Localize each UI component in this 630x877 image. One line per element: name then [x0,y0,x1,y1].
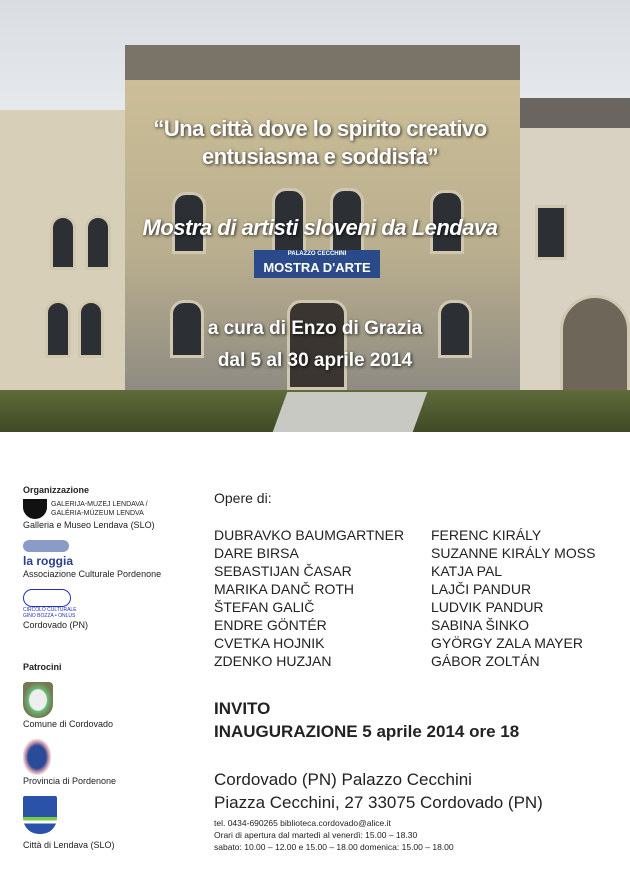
artist-name: GYÖRGY ZALA MAYER [431,635,583,651]
artist-name: FERENC KIRÁLY [431,527,542,543]
address-line-2: Piazza Cecchini, 27 33075 Cordovado (PN) [214,793,543,812]
patron-caption: Provincia di Pordenone [23,776,117,786]
invite-title: INVITO [214,699,271,718]
address-line-1: Cordovado (PN) Palazzo Cecchini [214,770,472,789]
curator-dates [150,313,480,377]
artists-column-2 [431,526,630,670]
curator: a cura di Enzo di Grazia [207,318,423,339]
works-label: Opere di: [214,490,272,506]
gino-bozza-logo-icon [23,589,71,607]
org-galerija [23,499,203,530]
pordenone-crest-icon [23,739,51,775]
artist-name: DARE BIRSA [214,545,299,561]
org-caption: Cordovado (PN) [23,620,89,630]
artist-name: LAJČI PANDUR [431,581,532,597]
dates: dal 5 al 30 aprile 2014 [217,350,413,371]
facade-roof [125,45,520,80]
invitation [214,697,519,743]
artist-name: CVETKA HOJNIK [214,635,325,651]
org-gino-bozza [23,589,203,630]
patron-caption: Comune di Cordovado [23,719,114,729]
quote: “Una città dove lo spirito creativo entusiasma e soddisfa” [153,116,487,169]
banner-small-text: PALAZZO CECCHINI [287,251,347,257]
contact-phone-email: tel. 0434-690265 biblioteca.cordovado@alice.it [214,818,391,828]
artist-name: GÁBOR ZOLTÁN [431,653,540,669]
patron-lendava [23,796,203,850]
artist-name: SEBASTIJAN ČASAR [214,563,352,579]
artist-name: KATJA PAL [431,563,503,579]
artist-name: ENDRE GÖNTÉR [214,617,327,633]
artists-column-1 [214,526,431,670]
org-caption: Associazione Culturale Pordenone [23,569,162,579]
banner-text: MOSTRA D'ARTE [263,260,371,275]
patrons-heading: Patrocini [23,662,62,672]
galerija-logo-icon [23,499,47,519]
lendava-crest-icon [23,796,57,834]
organization-heading: Organizzazione [23,485,90,495]
opening-hours-weekday: Orari di apertura dal martedì al venerdì: 15.00 – 18.30 [214,830,418,840]
contact-info [214,817,454,853]
sponsors-column [23,485,203,850]
address [214,768,543,814]
inauguration: INAUGURAZIONE 5 aprile 2014 ore 18 [214,722,520,741]
opening-hours-weekend: sabato: 10.00 – 12.00 e 15.00 – 18.00 domenica: 15.00 – 18.00 [214,842,454,852]
patron-cordovado [23,682,203,729]
artist-name: DUBRAVKO BAUMGARTNER [214,527,405,543]
artist-name: MARIKA DANČ ROTH [214,581,355,597]
artists-list [214,526,630,670]
artist-name: ŠTEFAN GALIČ [214,599,315,615]
la-roggia-logo: la roggia [23,554,74,568]
patron-caption: Città di Lendava (SLO) [23,840,115,850]
patron-pordenone [23,739,203,786]
cordovado-crest-icon [23,682,53,718]
galerija-logo-text: GALERIJA-MUZEJ LENDAVA / GALÉRIA-MÚZEUM LENDVA [51,501,148,517]
org-caption: Galleria e Museo Lendava (SLO) [23,520,155,530]
artist-name: SUZANNE KIRÁLY MOSS [431,545,596,561]
palazzo-photo [0,0,630,432]
subtitle: Mostra di artisti sloveni da Lendava [142,215,498,240]
gino-bozza-logo-text: CIRCOLO CULTURALE GINO BOZZA • ONLUS [23,607,77,619]
exhibition-banner [254,250,380,278]
path [273,392,428,432]
artist-name: LUDVIK PANDUR [431,599,544,615]
la-roggia-wave-icon [23,540,69,552]
org-la-roggia [23,540,203,579]
artist-name: SABINA ŠINKO [431,617,530,633]
artist-name: ZDENKO HUZJAN [214,653,332,669]
